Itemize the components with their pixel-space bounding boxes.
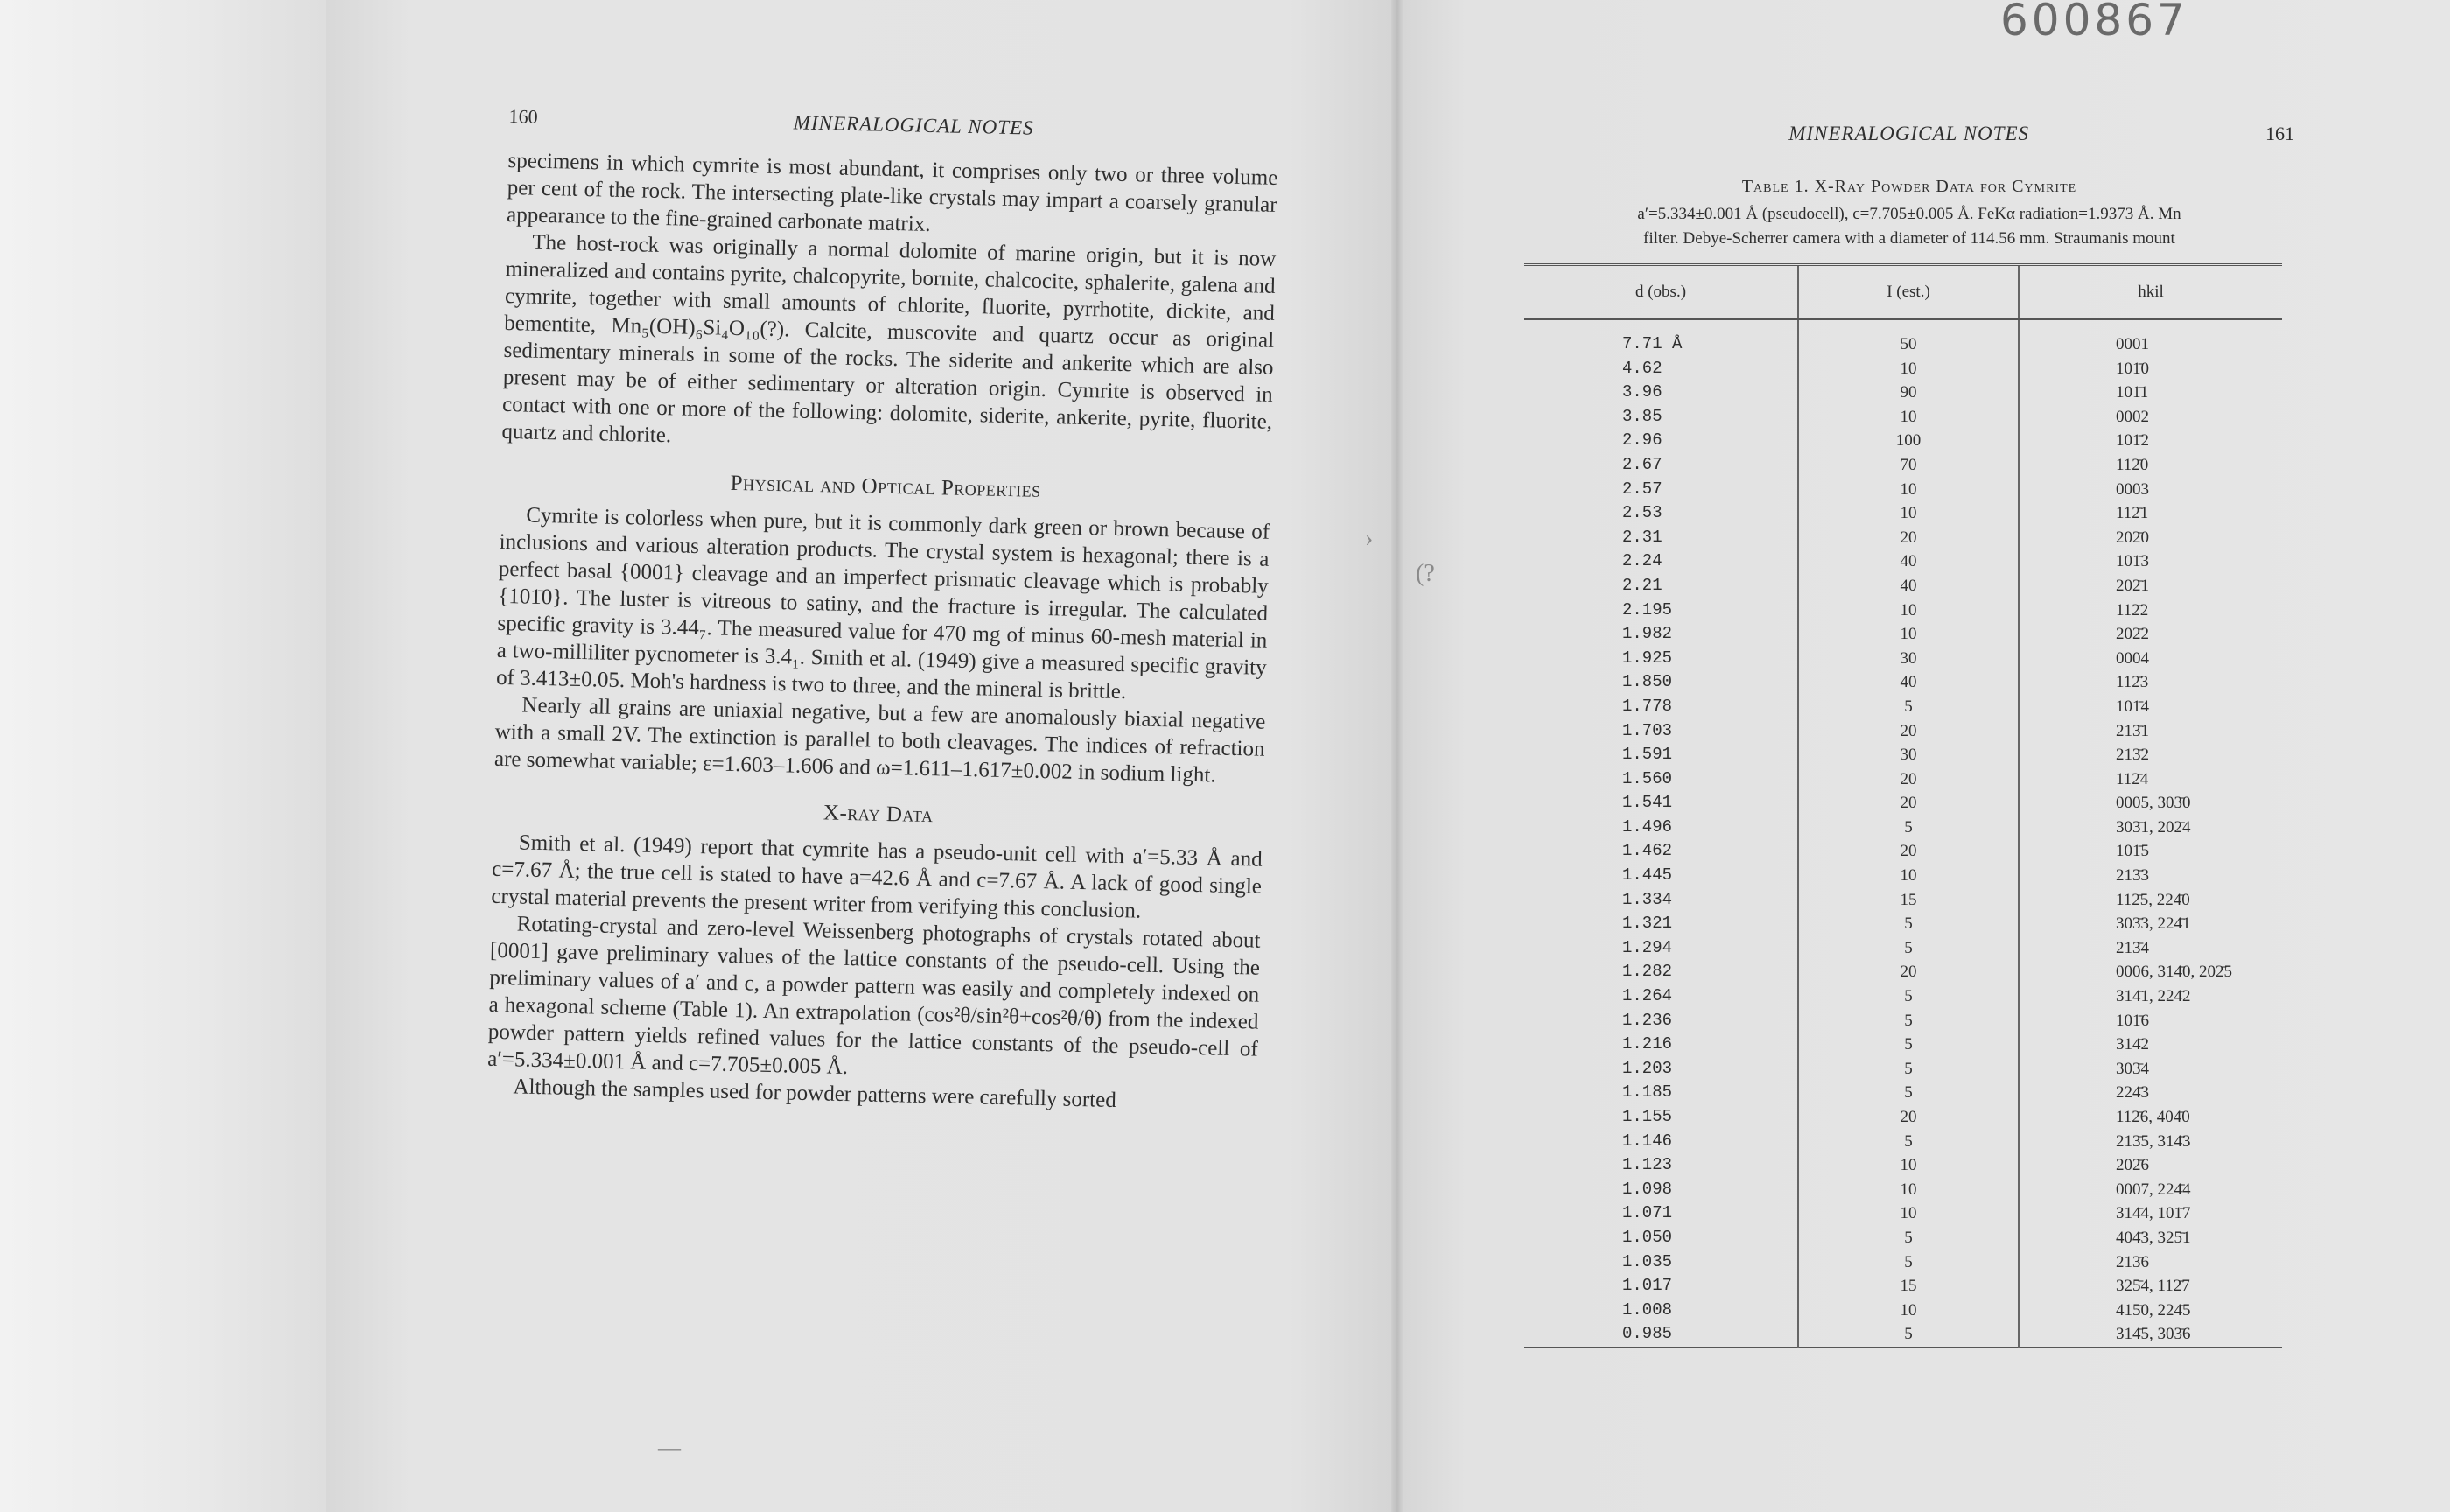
hkil-cell: 101̄3 <box>2019 550 2282 574</box>
d-obs-cell: 1.017 <box>1622 1276 1673 1296</box>
d-obs-cell: 2.67 <box>1622 454 1662 474</box>
d-obs-cell: 2.195 <box>1622 599 1673 620</box>
table-row <box>1524 1081 2282 1105</box>
left-body-text <box>486 147 1278 1117</box>
hkil-cell: 0004 <box>2019 647 2282 671</box>
d-obs-cell: 1.185 <box>1622 1082 1673 1102</box>
hkil-cell: 213̄6 <box>2019 1250 2282 1275</box>
hkil-cell: 101̄6 <box>2019 1009 2282 1033</box>
hkil-cell: 202̄2 <box>2019 622 2282 647</box>
caption-line: filter. Debye-Scherrer camera with a diameter of 114.56 mm. Straumanis mount <box>1643 229 2175 248</box>
intensity-cell: 15 <box>1798 888 2019 913</box>
hkil-cell: 101̄5 <box>2019 839 2282 864</box>
intensity-cell: 5 <box>1798 1226 2019 1250</box>
d-obs-cell: 1.925 <box>1622 648 1673 668</box>
hkil-cell: 202̄0 <box>2019 526 2282 550</box>
d-obs-cell: 2.21 <box>1622 575 1662 595</box>
left-page-number: 160 <box>508 105 538 128</box>
d-obs-cell: 1.560 <box>1622 768 1673 788</box>
d-obs-cell: 0.985 <box>1622 1324 1673 1344</box>
intensity-cell: 5 <box>1798 936 2019 961</box>
hkil-cell: 213̄3 <box>2019 864 2282 888</box>
hkil-cell: 303̄1, 202̄4 <box>2019 816 2282 840</box>
table-caption <box>1524 202 2294 251</box>
hkil-cell: 0006, 314̄0, 202̄5 <box>2019 960 2282 984</box>
table-row <box>1524 695 2282 719</box>
hkil-cell: 112̄4 <box>2019 767 2282 792</box>
table-row <box>1524 332 2282 357</box>
hkil-cell: 404̄3, 325̄1 <box>2019 1226 2282 1250</box>
table-row <box>1524 574 2282 598</box>
intensity-cell: 10 <box>1798 478 2019 502</box>
intensity-cell: 50 <box>1798 332 2019 357</box>
d-obs-cell: 2.24 <box>1622 551 1662 571</box>
d-obs-cell: 1.282 <box>1622 962 1673 982</box>
table-row <box>1524 647 2282 671</box>
hkil-cell: 314̄5, 303̄6 <box>2019 1322 2282 1348</box>
section-heading-xray: X-ray Data <box>822 801 934 828</box>
table-row <box>1524 1322 2282 1348</box>
table-row <box>1524 453 2282 478</box>
hkil-cell: 314̄4, 101̄7 <box>2019 1201 2282 1226</box>
right-page-number: 161 <box>2265 122 2294 144</box>
table-row <box>1524 1032 2282 1057</box>
d-obs-cell: 1.146 <box>1622 1130 1673 1151</box>
hkil-cell: 303̄3, 224̄1 <box>2019 912 2282 936</box>
intensity-cell: 5 <box>1798 1057 2019 1082</box>
table-row <box>1524 381 2282 405</box>
d-obs-cell: 1.050 <box>1622 1227 1673 1247</box>
intensity-cell: 10 <box>1798 598 2019 623</box>
table-header-row <box>1524 265 2282 320</box>
hkil-cell: 0003 <box>2019 478 2282 502</box>
d-obs-cell: 4.62 <box>1622 358 1662 378</box>
paragraph: specimens in which cymrite is most abundant, it comprises only two or three volume per cent of the rock. The intersecting plate-like crystals may impart a coarsely granular appearance to the fine-grained carbonate matrix. <box>506 148 1278 236</box>
d-obs-cell: 1.462 <box>1622 841 1673 861</box>
table-row <box>1524 1130 2282 1154</box>
intensity-cell: 10 <box>1798 1178 2019 1202</box>
d-obs-cell: 1.071 <box>1622 1203 1673 1223</box>
table-row <box>1524 888 2282 913</box>
table-row <box>1524 791 2282 816</box>
d-obs-cell: 3.96 <box>1622 382 1662 402</box>
hkil-cell: 202̄6 <box>2019 1153 2282 1178</box>
table-row <box>1524 429 2282 453</box>
hkil-cell: 101̄0 <box>2019 357 2282 382</box>
d-obs-cell: 1.321 <box>1622 914 1673 934</box>
intensity-cell: 5 <box>1798 1322 2019 1348</box>
hkil-cell: 112̄5, 224̄0 <box>2019 888 2282 913</box>
intensity-cell: 10 <box>1798 1298 2019 1323</box>
table-row <box>1524 839 2282 864</box>
intensity-cell: 40 <box>1798 670 2019 695</box>
right-page-content <box>1524 122 2294 1348</box>
table-row <box>1524 550 2282 574</box>
intensity-cell: 10 <box>1798 357 2019 382</box>
table-row <box>1524 1153 2282 1178</box>
intensity-cell: 10 <box>1798 405 2019 430</box>
table-spacer <box>1524 319 2282 332</box>
table-row <box>1524 670 2282 695</box>
table-row <box>1524 1057 2282 1082</box>
d-obs-cell: 1.123 <box>1622 1155 1673 1175</box>
paragraph: Cymrite is colorless when pure, but it is commonly dark green or brown because of inclusions and various alteration products. The crystal system is hexagonal; there is a perfect basal {0001} cleavage and an imperfect prismatic cleavage which is probably {101̄0}. The luster is vitreous to satiny, and the fracture is irregular. The calculated specific gravity is 3.44₇. The measured value for 470 mg of minus 60-mesh material in a two-milliliter pycnometer is 3.4₁. Smith et al. (1949) give a measured specific gravity of 3.413±0.05. Moh's hardness is two to three, and the mineral is brittle. <box>495 503 1270 704</box>
table-row <box>1524 357 2282 382</box>
d-obs-cell: 2.31 <box>1622 527 1662 547</box>
paragraph: Rotating-crystal and zero-level Weissenberg photographs of crystals rotated about [0001] gave preliminary values of the lattice constants of the pseudo-cell. Using the preliminary values of a′ and c, a powder pattern was easily and completely indexed on a hexagonal scheme (Table 1). An extrapolation (cos²θ/sin²θ+cos²θ/θ) from the indexed powder pattern yields refined values for the lattice constants of the pseudo-cell of a′=5.334±0.001 Å and c=7.705±0.005 Å. <box>486 912 1261 1080</box>
d-obs-cell: 7.71 Å <box>1622 334 1683 354</box>
intensity-cell: 15 <box>1798 1274 2019 1298</box>
intensity-cell: 90 <box>1798 381 2019 405</box>
intensity-cell: 70 <box>1798 453 2019 478</box>
column-header-i: I (est.) <box>1798 265 2019 320</box>
intensity-cell: 5 <box>1798 695 2019 719</box>
intensity-cell: 5 <box>1798 1009 2019 1033</box>
column-header-d: d (obs.) <box>1524 265 1798 320</box>
hkil-cell: 0001 <box>2019 332 2282 357</box>
intensity-cell: 10 <box>1798 622 2019 647</box>
hkil-cell: 101̄2 <box>2019 429 2282 453</box>
table-row <box>1524 767 2282 792</box>
hkil-cell: 112̄0 <box>2019 453 2282 478</box>
d-obs-cell: 1.445 <box>1622 865 1673 886</box>
d-obs-cell: 1.264 <box>1622 986 1673 1006</box>
table-row <box>1524 1298 2282 1323</box>
d-obs-cell: 2.57 <box>1622 479 1662 499</box>
hkil-cell: 415̄0, 224̄5 <box>2019 1298 2282 1323</box>
hkil-cell: 213̄5, 314̄3 <box>2019 1130 2282 1154</box>
right-running-head <box>1524 122 2294 145</box>
intensity-cell: 20 <box>1798 791 2019 816</box>
intensity-cell: 40 <box>1798 574 2019 598</box>
table-row <box>1524 526 2282 550</box>
d-obs-cell: 1.541 <box>1622 793 1673 813</box>
hkil-cell: 325̄4, 112̄7 <box>2019 1274 2282 1298</box>
table-row <box>1524 478 2282 502</box>
page-mark: › <box>1365 525 1374 552</box>
right-running-title: MINERALOGICAL NOTES <box>1788 122 2029 144</box>
d-obs-cell: 1.008 <box>1622 1299 1673 1320</box>
d-obs-cell: 1.216 <box>1622 1034 1673 1054</box>
hkil-cell: 112̄6, 404̄0 <box>2019 1105 2282 1130</box>
d-obs-cell: 1.236 <box>1622 1010 1673 1030</box>
d-obs-cell: 1.155 <box>1622 1107 1673 1126</box>
table-row <box>1524 1250 2282 1275</box>
table-row <box>1524 1201 2282 1226</box>
hkil-cell: 213̄2 <box>2019 743 2282 767</box>
table-row <box>1524 864 2282 888</box>
book-gutter <box>1391 0 1404 1512</box>
table-row <box>1524 984 2282 1009</box>
table-row <box>1524 405 2282 430</box>
column-header-hkil: hkil <box>2019 265 2282 320</box>
table-row <box>1524 816 2282 840</box>
intensity-cell: 10 <box>1798 864 2019 888</box>
paragraph: The host-rock was originally a normal dolomite of marine origin, but it is now mineralized and contains pyrite, chalcopyrite, bornite, chalcocite, sphalerite, galena and cymrite, together with small amounts of chlorite, fluorite, pyrrhotite, dickite, and bementite, Mn₅(OH)₆Si₄O₁₀(?). Calcite, muscovite and quartz occur as original sedimentary minerals in some of the rocks. The siderite and ankerite which are also present may be of either sedimentary or alteration origin. Cymrite is observed in contact with one or more of the following: dolomite, siderite, ankerite, pyrite, fluorite, quartz and chlorite. <box>501 230 1277 448</box>
table-row <box>1524 1274 2282 1298</box>
table-row <box>1524 936 2282 961</box>
paragraph: Smith et al. (1949) report that cymrite has a pseudo-unit cell with a′=5.33 Å and c=7.67 Å; the true cell is stated to have a=42.6 Å and c=7.67 Å. A lack of good single crystal material prevents the present writer from verifying this conclusion. <box>491 830 1263 923</box>
hkil-cell: 213̄1 <box>2019 719 2282 744</box>
d-obs-cell: 2.53 <box>1622 503 1662 523</box>
d-obs-cell: 1.850 <box>1622 672 1673 692</box>
intensity-cell: 10 <box>1798 1153 2019 1178</box>
left-running-title: MINERALOGICAL NOTES <box>793 111 1034 139</box>
intensity-cell: 5 <box>1798 1250 2019 1275</box>
d-obs-cell: 1.294 <box>1622 937 1673 957</box>
hkil-cell: 0007, 224̄4 <box>2019 1178 2282 1202</box>
table-row <box>1524 1009 2282 1033</box>
intensity-cell: 10 <box>1798 1201 2019 1226</box>
d-obs-cell: 1.098 <box>1622 1179 1673 1199</box>
table-row <box>1524 598 2282 623</box>
intensity-cell: 5 <box>1798 1032 2019 1057</box>
paragraph: Nearly all grains are uniaxial negative, but a few are anomalously biaxial negative with a small 2V. The extinction is parallel to both cleavages. The indices of refraction are somewhat variable; ε=1.603–1.606 and ω=1.611–1.617±0.002 in sodium light. <box>494 693 1266 788</box>
intensity-cell: 30 <box>1798 743 2019 767</box>
hkil-cell: 101̄1 <box>2019 381 2282 405</box>
intensity-cell: 10 <box>1798 501 2019 526</box>
hkil-cell: 224̄3 <box>2019 1081 2282 1105</box>
d-obs-cell: 1.982 <box>1622 624 1673 644</box>
left-page-content <box>486 105 1279 1117</box>
d-obs-cell: 2.96 <box>1622 430 1662 451</box>
table-row <box>1524 912 2282 936</box>
d-obs-cell: 1.334 <box>1622 889 1673 909</box>
hkil-cell: 303̄4 <box>2019 1057 2282 1082</box>
xray-powder-table <box>1524 263 2282 1348</box>
paragraph: Although the samples used for powder patterns were carefully sorted <box>513 1074 1117 1113</box>
intensity-cell: 5 <box>1798 1130 2019 1154</box>
page-mark: (? <box>1416 560 1435 587</box>
intensity-cell: 20 <box>1798 719 2019 744</box>
table-row <box>1524 1105 2282 1130</box>
intensity-cell: 5 <box>1798 1081 2019 1105</box>
d-obs-cell: 1.035 <box>1622 1251 1673 1271</box>
table-row <box>1524 1178 2282 1202</box>
intensity-cell: 5 <box>1798 984 2019 1009</box>
accession-number: 600867 <box>2000 0 2188 46</box>
hkil-cell: 112̄3 <box>2019 670 2282 695</box>
hkil-cell: 0002 <box>2019 405 2282 430</box>
hkil-cell: 112̄1 <box>2019 501 2282 526</box>
intensity-cell: 20 <box>1798 526 2019 550</box>
intensity-cell: 100 <box>1798 429 2019 453</box>
intensity-cell: 20 <box>1798 839 2019 864</box>
hkil-cell: 213̄4 <box>2019 936 2282 961</box>
d-obs-cell: 1.496 <box>1622 816 1673 836</box>
table-row <box>1524 622 2282 647</box>
table-row <box>1524 743 2282 767</box>
table-row <box>1524 1226 2282 1250</box>
d-obs-cell: 1.203 <box>1622 1058 1673 1078</box>
d-obs-cell: 1.778 <box>1622 696 1673 716</box>
d-obs-cell: 1.591 <box>1622 745 1673 765</box>
caption-line: a′=5.334±0.001 Å (pseudocell), c=7.705±0.005 Å. FeKα radiation=1.9373 Å. Mn <box>1637 205 2181 223</box>
intensity-cell: 5 <box>1798 816 2019 840</box>
hkil-cell: 314̄2 <box>2019 1032 2282 1057</box>
intensity-cell: 20 <box>1798 960 2019 984</box>
table-row <box>1524 719 2282 744</box>
d-obs-cell: 1.703 <box>1622 720 1673 740</box>
hkil-cell: 101̄4 <box>2019 695 2282 719</box>
scan-margin <box>0 0 326 1512</box>
table-body <box>1524 319 2282 1348</box>
hkil-cell: 0005, 303̄0 <box>2019 791 2282 816</box>
intensity-cell: 40 <box>1798 550 2019 574</box>
pencil-mark: — <box>658 1435 681 1460</box>
table-row <box>1524 501 2282 526</box>
intensity-cell: 30 <box>1798 647 2019 671</box>
section-heading-physical: Physical and Optical Properties <box>730 471 1041 502</box>
hkil-cell: 202̄1 <box>2019 574 2282 598</box>
table-title: Table 1. X-Ray Powder Data for Cymrite <box>1741 177 2077 196</box>
d-obs-cell: 3.85 <box>1622 406 1662 426</box>
hkil-cell: 314̄1, 224̄2 <box>2019 984 2282 1009</box>
table-row <box>1524 960 2282 984</box>
intensity-cell: 5 <box>1798 912 2019 936</box>
hkil-cell: 112̄2 <box>2019 598 2282 623</box>
intensity-cell: 20 <box>1798 1105 2019 1130</box>
intensity-cell: 20 <box>1798 767 2019 792</box>
